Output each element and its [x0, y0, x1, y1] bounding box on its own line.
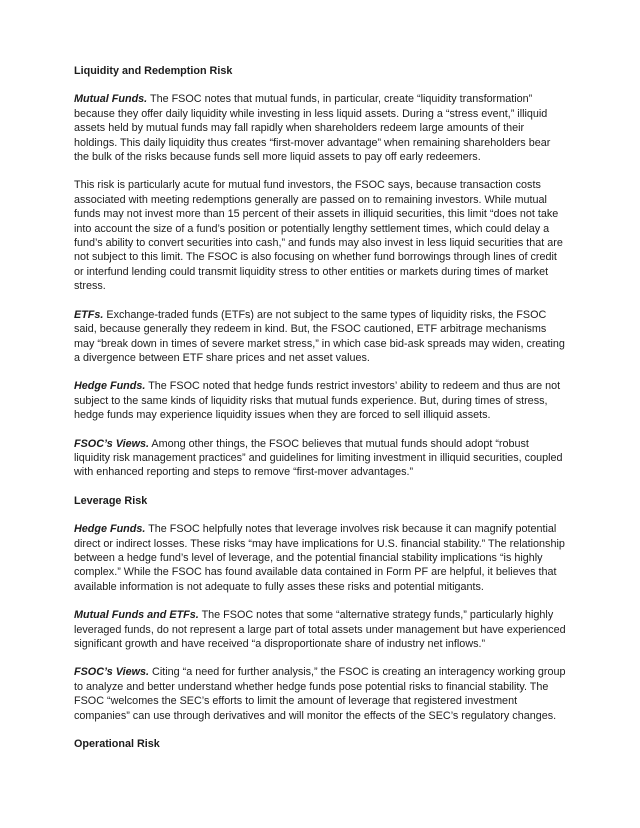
heading-text: Operational Risk	[74, 738, 160, 751]
paragraph-text: The FSOC notes that mutual funds, in particular, create “liquidity transformation” because they offer daily liquidity while investing in less liquid assets. During a “stress event,” illiquid assets held by mutual funds may fall rapidly when shareholders redeem large amounts of their holdings. This daily liquidity thus creates “first-mover advantage” when remaining shareholders bear the bulk of the risks because funds sell more liquid assets to pay off early redeemers.	[74, 93, 551, 164]
paragraph-text: Exchange-traded funds (ETFs) are not subject to the same types of liquidity risks, the FSOC said, because generally they redeem in kind. But, the FSOC cautioned, ETF arbitrage mechanisms may “break down in times of severe market stress,” in which case bid-ask spreads may widen, creating a divergence between ETF share prices and net asset values.	[74, 308, 565, 364]
paragraph-text: Among other things, the FSOC believes that mutual funds should adopt “robust liquidity risk management practices” and guidelines for limiting investment in illiquid securities, coupled with enhanced reporting and steps to remove “first-mover advantages.”	[74, 437, 563, 479]
paragraph-hedge-funds-leverage	[74, 522, 566, 594]
paragraph-lead: Hedge Funds.	[74, 380, 146, 393]
paragraph-lead: Mutual Funds and ETFs.	[74, 609, 199, 622]
paragraph-fsoc-views-liquidity	[74, 437, 566, 480]
paragraph-text: The FSOC notes that some “alternative strategy funds,” particularly highly leveraged funds, do not represent a large part of total assets under management but have experienced significant growth and have received “a disproportionate share of industry net inflows.”	[74, 609, 566, 650]
paragraph-mutual-funds-and-etfs-leverage	[74, 608, 566, 651]
paragraph-lead: Hedge Funds.	[74, 523, 146, 536]
paragraph-text: Citing “a need for further analysis,” the FSOC is creating an interagency working group to analyze and better understand whether hedge funds pose potential risks to financial stability. The FSOC “welcomes the SEC’s efforts to limit the amount of leverage that registered investment companies” can use through derivatives and will monitor the effects of the SEC’s regulatory changes.	[74, 666, 566, 722]
paragraph-hedge-funds-liquidity	[74, 379, 566, 422]
heading-text: Leverage Risk	[74, 494, 148, 507]
paragraph-lead: FSOC’s Views.	[74, 437, 150, 450]
paragraph-text: This risk is particularly acute for mutual fund investors, the FSOC says, because transaction costs associated with meeting redemptions generally are passed on to remaining investors. While mutual funds may not invest more than 15 percent of their assets in illiquid securities, this limit “does not take into account the size of a fund’s position or potentially lengthy settlement times, which could delay a fund’s ability to convert securities into cash,” and funds may also invest in less liquid securities that are not subject to this limit. The FSOC is also focusing on whether fund borrowings through lines of credit or interfund lending could transmit liquidity stress to other entities or markets during times of market stress.	[74, 179, 563, 293]
paragraph-text: The FSOC helpfully notes that leverage involves risk because it can magnify potential direct or indirect losses. These risks “may have implications for U.S. financial stability.” The relationship between a hedge fund’s level of leverage, and the potential financial stability implications “is highly complex.” While the FSOC has found available data contained in Form PF are helpful, it believes that available information is not adequate to fully asses these risks and potential mitigants.	[74, 523, 565, 593]
paragraph-mutual-funds-liquidity	[74, 92, 566, 164]
paragraph-lead: FSOC’s Views.	[74, 666, 150, 679]
section-heading-liquidity-and-redemption-risk	[74, 64, 566, 78]
section-heading-operational-risk	[74, 737, 566, 751]
paragraph-lead: Mutual Funds.	[74, 93, 148, 106]
paragraph-etfs-liquidity	[74, 308, 566, 366]
paragraph-lead: ETFs.	[74, 308, 104, 321]
section-heading-leverage-risk	[74, 494, 566, 508]
paragraph-fsoc-views-leverage	[74, 665, 566, 723]
paragraph-text: The FSOC noted that hedge funds restrict investors’ ability to redeem and thus are not subject to the same kinds of liquidity risks that mutual funds experience. But, during times of stress, hedge funds may experience liquidity issues when they are forced to sell illiquid assets.	[74, 380, 561, 422]
paragraph-transaction-costs	[74, 178, 566, 293]
heading-text: Liquidity and Redemption Risk	[74, 65, 233, 77]
